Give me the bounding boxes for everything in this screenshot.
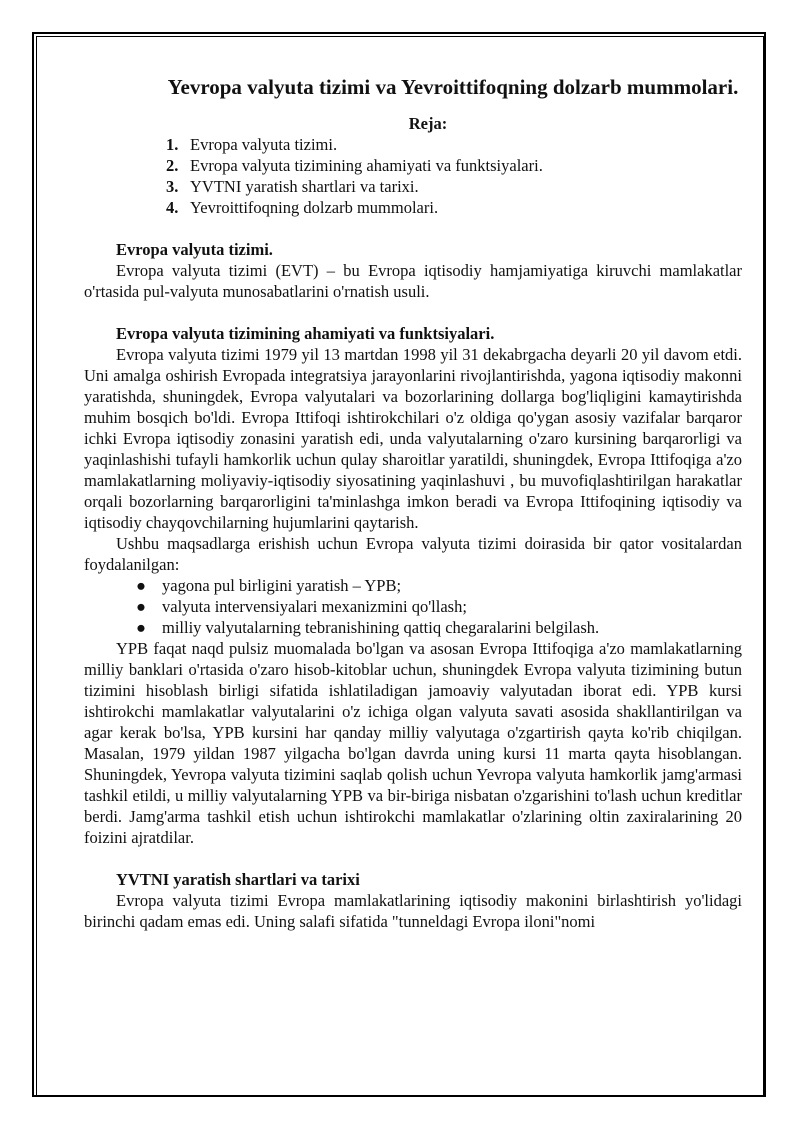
plan-item-number: 4. — [166, 198, 179, 217]
paragraph: Ushbu maqsadlarga erishish uchun Evropa valyuta tizimi doirasida bir qator vositalardan foydalanilgan: — [84, 534, 742, 574]
bullet-item — [136, 575, 742, 596]
paragraph: Evropa valyuta tizimi (EVT) – bu Evropa iqtisodiy hamjamiyatiga kiruvchi mamlakatlar o'rtasida pul-valyuta munosabatlarini o'rnatish usuli. — [84, 261, 742, 301]
plan-item — [166, 134, 742, 155]
plan-item — [166, 176, 742, 197]
bullet-text: valyuta intervensiyalari mexanizmini qo'llash; — [162, 597, 467, 616]
plan-item-text: Evropa valyuta tizimining ahamiyati va funktsiyalari. — [190, 156, 543, 175]
paragraph: Evropa valyuta tizimi Evropa mamlakatlarining iqtisodiy makonini birlashtirish yo'lidagi birinchi qadam emas edi. Uning salafi sifatida "tunneldagi Evropa iloni"nomi — [84, 891, 742, 931]
bullet-item — [136, 617, 742, 638]
bullet-icon: ● — [136, 618, 146, 637]
paragraph: Evropa valyuta tizimi 1979 yil 13 martdan 1998 yil 31 dekabrgacha deyarli 20 yil davom etdi. Uni amalga oshirish Evropada integratsiya jarayonlarini rivojlantirishda, yagona iqtisodiy makonni yaratishda, shuningdek, Evropa valyutalari va bozorlarining dollarga bog'liqligini kamaytirishda muhim bosqich bo'ldi. Evropa Ittifoqi ishtirokchilari o'z oldiga qo'ygan asosiy vazifalar barqaror ichki Evropa iqtisodiy zonasini yaratish edi, unda valyutalarning o'zaro kursining barqarorligi va yaqinlashishi tufayli hamkorlik uchun qulay sharoitlar yaratildi, shuningdek, Evropa Ittifoqiga a'zo mamlakatlarning moliyaviy-iqtisodiy siyosatining yaqinlashuvi , bu muvofiqlashtirilgan harakatlar orqali bozorlarning barqarorligini ta'minlashga imkon beradi va Evropa Ittifoqining iqtisodiy va iqtisodiy chayqovchilarning hujumlarini qaytarish. — [84, 345, 742, 532]
section-heading: YVTNI yaratish shartlari va tarixi — [116, 870, 360, 889]
plan-item — [166, 197, 742, 218]
plan-heading: Reja: — [408, 114, 448, 133]
plan-list — [84, 134, 742, 218]
section-heading: Evropa valyuta tizimining ahamiyati va funktsiyalari. — [116, 324, 495, 343]
bullet-icon: ● — [136, 576, 146, 595]
document-body — [84, 74, 742, 932]
document-title: Yevropa valyuta tizimi va Yevroittifoqning dolzarb mummolari. — [167, 75, 739, 99]
plan-item-text: YVTNI yaratish shartlari va tarixi. — [190, 177, 419, 196]
bullet-item — [136, 596, 742, 617]
section-heading: Evropa valyuta tizimi. — [116, 240, 273, 259]
paragraph: YPB faqat naqd pulsiz muomalada bo'lgan va asosan Evropa Ittifoqiga a'zo mamlakatlarning milliy banklari o'rtasida o'zaro hisob-kitoblar uchun, shuningdek Evropa valyuta tizimining butun tizimini hisoblash birligi sifatida ishlatiladigan jamoaviy valyutadan iborat edi. YPB kursi ishtirokchi mamlakatlar valyutalarini o'z ichiga olgan valyuta savati asosida shakllantirilgan va agar kerak bo'lsa, YPB kursini har qanday milliy valyutaga o'zgartirish qayta ko'rib chiqilgan. Masalan, 1979 yildan 1987 yilgacha bo'lgan davrda uning kursi 11 marta qayta hisoblangan. Shuningdek, Yevropa valyuta tizimini saqlab qolish uchun Yevropa valyuta hamkorlik jamg'armasi tashkil etildi, u milliy valyutalarning YPB va bir-biriga nisbatan o'zgarishini to'lash uchun kreditlar berdi. Jamg'arma tashkil etish uchun ishtirokchi mamlakatlar o'zlarining oltin zaxiralarining 20 foizini ajratdilar. — [84, 639, 742, 847]
bullet-text: milliy valyutalarning tebranishining qattiq chegaralarini belgilash. — [162, 618, 600, 637]
bullet-text: yagona pul birligini yaratish – YPB; — [162, 576, 402, 595]
plan-item-number: 3. — [166, 177, 179, 196]
plan-item — [166, 155, 742, 176]
bullet-icon: ● — [136, 597, 146, 616]
plan-item-text: Evropa valyuta tizimi. — [190, 135, 338, 154]
plan-item-text: Yevroittifoqning dolzarb mummolari. — [190, 198, 439, 217]
plan-item-number: 2. — [166, 156, 179, 175]
plan-item-number: 1. — [166, 135, 179, 154]
bullet-list — [84, 575, 742, 638]
